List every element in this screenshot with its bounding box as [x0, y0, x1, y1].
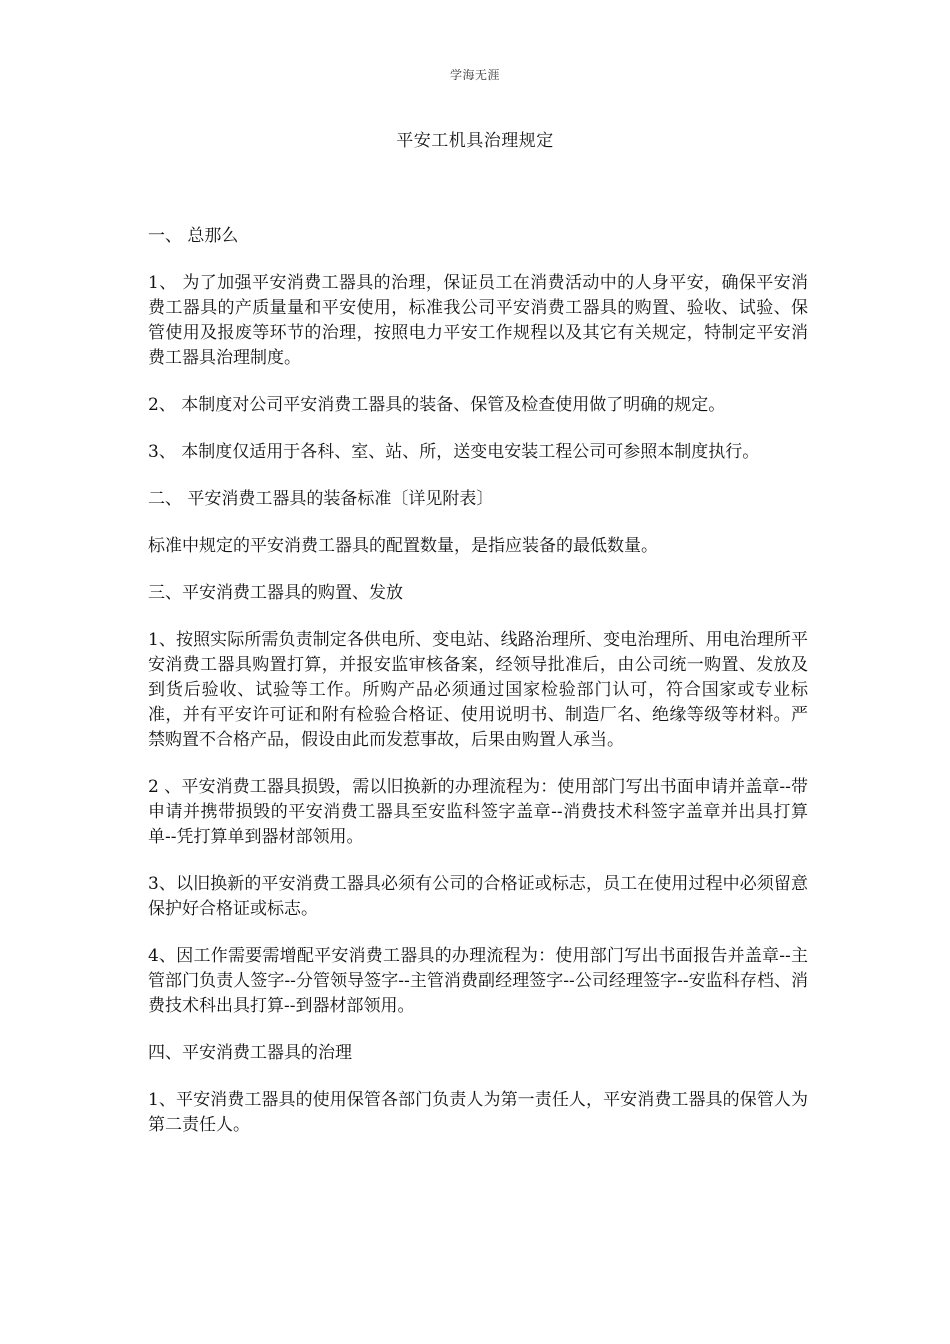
- document-body: [148, 224, 808, 1160]
- paragraph-1-2: 2、 本制度对公司平安消费工器具的装备、保管及检查使用做了明确的规定。: [148, 395, 726, 415]
- document-title: 平安工机具治理规定: [396, 131, 554, 151]
- section-heading-2: 二、 平安消费工器具的装备标准〔详见附表〕: [148, 489, 494, 509]
- paragraph-4-1: 1、平安消费工器具的使用保管各部门负责人为第一责任人，平安消费工器具的保管人为第二责任人。: [148, 1090, 808, 1135]
- section-heading-4: 四、平安消费工器具的治理: [148, 1043, 352, 1063]
- paragraph-3-3: 3、以旧换新的平安消费工器具必须有公司的合格证或标志，员工在使用过程中必须留意保护好合格证或标志。: [148, 874, 808, 919]
- paragraph-3-1: 1、按照实际所需负责制定各供电所、变电站、线路治理所、变电治理所、用电治理所平安消费工器具购置打算，并报安监审核备案，经领导批准后，由公司统一购置、发放及到货后验收、试验等工作。所购产品必须通过国家检验部门认可，符合国家或专业标准，并有平安许可证和附有检验合格证、使用说明书、制造厂名、绝缘等级等材料。严禁购置不合格产品，假设由此而发惹事故，后果由购置人承当。: [148, 630, 808, 750]
- paragraph-1-3: 3、 本制度仅适用于各科、室、站、所，送变电安装工程公司可参照本制度执行。: [148, 442, 760, 462]
- running-header: 学海无涯: [449, 68, 500, 82]
- paragraph-3-2: 2 、平安消费工器具损毁，需以旧换新的办理流程为：使用部门写出书面申请并盖章--带申请并携带损毁的平安消费工器具至安监科签字盖章--消费技术科签字盖章并出具打算单--凭打算单到器材部领用。: [148, 777, 808, 847]
- section-heading-3: 三、平安消费工器具的购置、发放: [148, 583, 403, 603]
- paragraph-1-1: 1、 为了加强平安消费工器具的治理，保证员工在消费活动中的人身平安，确保平安消费工器具的产质量量和平安使用，标准我公司平安消费工器具的购置、验收、试验、保管使用及报废等环节的治理，按照电力平安工作规程以及其它有关规定，特制定平安消费工器具治理制度。: [148, 273, 808, 368]
- paragraph-2-1: 标准中规定的平安消费工器具的配置数量，是指应装备的最低数量。: [148, 536, 658, 556]
- paragraph-3-4: 4、因工作需要需增配平安消费工器具的办理流程为：使用部门写出书面报告并盖章--主管部门负责人签字--分管领导签字--主管消费副经理签字--公司经理签字--安监科存档、消费技术科出具打算--到器材部领用。: [148, 946, 808, 1016]
- section-heading-1: 一、 总那么: [148, 226, 239, 246]
